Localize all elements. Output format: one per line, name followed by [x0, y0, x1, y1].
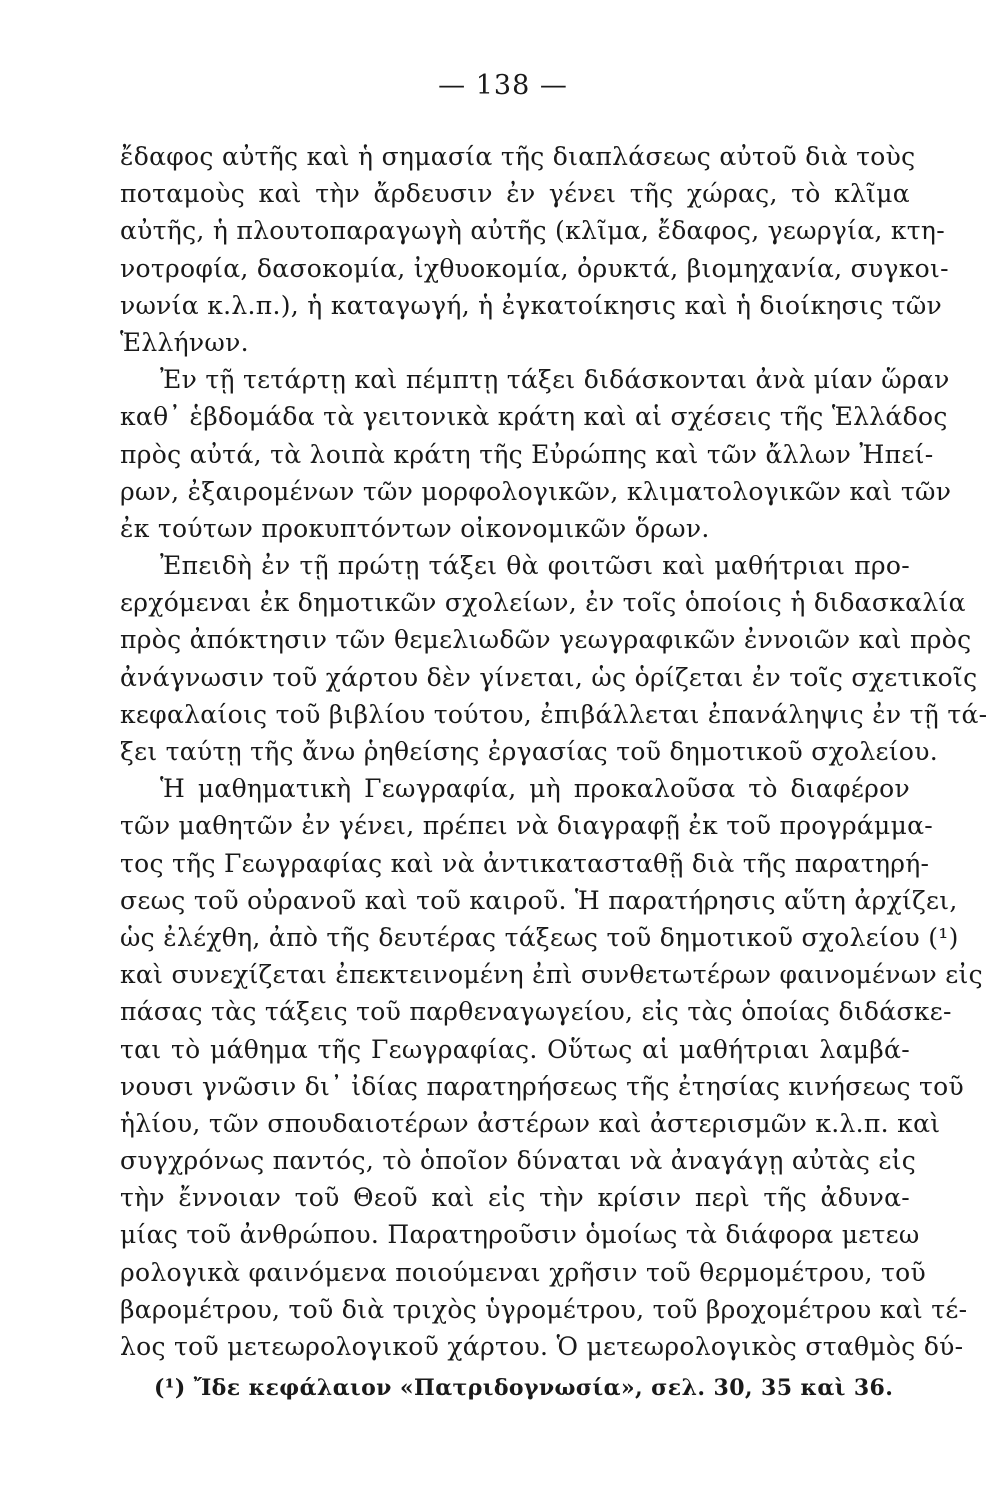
text-line: ρων, ἐξαιρομένων τῶν μορφολογικῶν, κλιματολογικῶν καὶ τῶν [120, 476, 952, 506]
text-line: πρὸς ἀπόκτησιν τῶν θεμελιωδῶν γεωγραφικῶν ἐννοιῶν καὶ πρὸς [120, 625, 972, 655]
text-line: ποταμοὺς καὶ τὴν ἄρδευσιν ἐν γένει τῆς χώρας, τὸ κλῖμα [120, 179, 910, 209]
text-line: ται τὸ μάθημα τῆς Γεωγραφίας. Οὕτως αἱ μαθήτριαι λαμβά- [120, 1034, 910, 1064]
text-line: σεως τοῦ οὐρανοῦ καὶ τοῦ καιροῦ. Ἡ παρατήρησις αὕτη ἀρχίζει, [120, 885, 958, 915]
paragraph-start-line: Ἐπειδὴ ἐν τῇ πρώτῃ τάξει θὰ φοιτῶσι καὶ μαθήτριαι προ- [160, 551, 910, 581]
text-line: τος τῆς Γεωγραφίας καὶ νὰ ἀντικατασταθῇ διὰ τῆς παρατηρή- [120, 848, 930, 878]
text-line: νωνία κ.λ.π.), ἡ καταγωγή, ἡ ἐγκατοίκησις καὶ ἡ διοίκησις τῶν [120, 290, 942, 320]
text-line: πάσας τὰς τάξεις τοῦ παρθεναγωγείου, εἰς τὰς ὁποίας διδάσκε- [120, 997, 952, 1027]
text-line: ἡλίου, τῶν σπουδαιοτέρων ἀστέρων καὶ ἀστερισμῶν κ.λ.π. καὶ [120, 1108, 941, 1138]
text-line: καὶ συνεχίζεται ἐπεκτεινομένη ἐπὶ συνθετωτέρων φαινομένων εἰς [120, 960, 983, 990]
paragraph-start-line: Ἐν τῇ τετάρτῃ καὶ πέμπτῃ τάξει διδάσκονται ἀνὰ μίαν ὥραν [160, 365, 950, 395]
text-line: νουσι γνῶσιν δι᾽ ἰδίας παρατηρήσεως τῆς ἐτησίας κινήσεως τοῦ [120, 1071, 965, 1101]
text-line: συγχρόνως παντός, τὸ ὁποῖον δύναται νὰ ἀναγάγῃ αὐτὰς εἰς [120, 1146, 917, 1176]
text-line: ἐκ τούτων προκυπτόντων οἰκονομικῶν ὅρων. [120, 513, 710, 543]
body-text [120, 138, 988, 1365]
text-line: πρὸς αὐτά, τὰ λοιπὰ κράτη τῆς Εὐρώπης καὶ τῶν ἄλλων Ἠπεί- [120, 439, 934, 469]
text-line: κεφαλαίοις τοῦ βιβλίου τούτου, ἐπιβάλλεται ἐπανάληψις ἐν τῇ τά- [120, 699, 988, 729]
text-line: τῶν μαθητῶν ἐν γένει, πρέπει νὰ διαγραφῇ ἐκ τοῦ προγράμμα- [120, 811, 934, 841]
text-line: ρολογικὰ φαινόμενα ποιούμεναι χρῆσιν τοῦ θερμομέτρου, τοῦ [120, 1257, 926, 1287]
text-line: νοτροφία, δασοκομία, ἰχθυοκομία, ὀρυκτά, βιομηχανία, συγκοι- [120, 253, 949, 283]
footnote: (¹) Ἴδε κεφάλαιον «Πατριδογνωσία», σελ. 30, 35 καὶ 36. [154, 1375, 894, 1401]
text-line: ἀνάγνωσιν τοῦ χάρτου δὲν γίνεται, ὡς ὁρίζεται ἐν τοῖς σχετικοῖς [120, 662, 978, 692]
text-line: καθ᾽ ἑβδομάδα τὰ γειτονικὰ κράτη καὶ αἱ σχέσεις τῆς Ἑλλάδος [120, 402, 948, 432]
text-line: τὴν ἔννοιαν τοῦ Θεοῦ καὶ εἰς τὴν κρίσιν περὶ τῆς ἀδυνα- [120, 1183, 910, 1213]
paragraph-start-line: Ἡ μαθηματικὴ Γεωγραφία, μὴ προκαλοῦσα τὸ διαφέρον [160, 774, 910, 804]
text-line: ἔδαφος αὐτῆς καὶ ἡ σημασία τῆς διαπλάσεως αὐτοῦ διὰ τοὺς [120, 142, 916, 171]
text-line: μίας τοῦ ἀνθρώπου. Παρατηροῦσιν ὁμοίως τὰ διάφορα μετεω [120, 1220, 920, 1250]
page-number: — 138 — [438, 70, 568, 101]
text-line: ερχόμεναι ἐκ δημοτικῶν σχολείων, ἐν τοῖς ὁποίοις ἡ διδασκαλία [120, 588, 966, 618]
text-line: ξει ταύτῃ τῆς ἄνω ῥηθείσης ἐργασίας τοῦ δημοτικοῦ σχολείου. [120, 737, 938, 766]
text-line: βαρομέτρου, τοῦ διὰ τριχὸς ὑγρομέτρου, τοῦ βροχομέτρου καὶ τέ- [120, 1294, 968, 1324]
text-line: ὡς ἐλέχθη, ἀπὸ τῆς δευτέρας τάξεως τοῦ δημοτικοῦ σχολείου (¹) [120, 922, 959, 952]
text-line: λος τοῦ μετεωρολογικοῦ χάρτου. Ὁ μετεωρολογικὸς σταθμὸς δύ- [120, 1332, 964, 1361]
text-line: Ἑλλήνων. [120, 327, 249, 357]
text-line: αὐτῆς, ἡ πλουτοπαραγωγὴ αὐτῆς (κλῖμα, ἔδαφος, γεωργία, κτη- [120, 216, 945, 246]
